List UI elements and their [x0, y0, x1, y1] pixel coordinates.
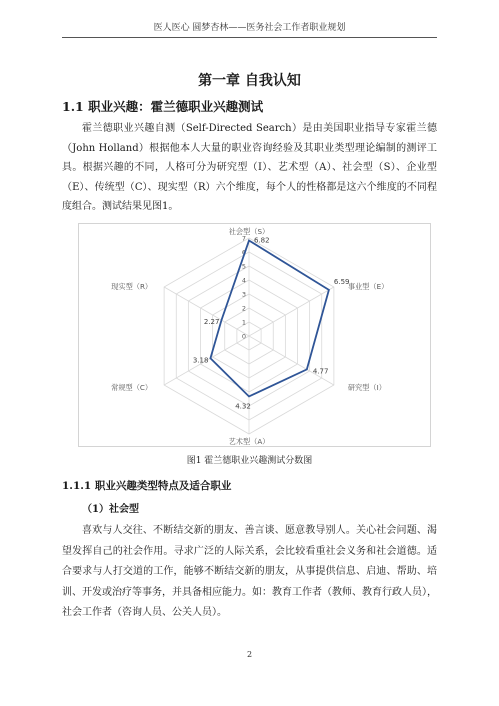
radar-chart-svg: [79, 224, 430, 446]
section-title: 1.1 职业兴趣：霍兰德职业兴趣测试: [62, 99, 264, 114]
radar-category-label: 艺术型（A）: [228, 437, 270, 446]
radar-tick-label: 3: [241, 290, 246, 299]
radar-tick-label: 2: [241, 304, 246, 313]
header-rule: [62, 37, 437, 38]
figure-caption: 图1 霍兰德职业兴趣测试分数图: [186, 456, 313, 466]
radar-value-label: 2.27: [203, 318, 220, 327]
radar-spoke: [164, 287, 249, 336]
radar-tick-label: 1: [241, 318, 246, 327]
radar-value-label: 3.18: [192, 356, 209, 365]
type-paragraph-social: 喜欢与人交往、不断结交新的朋友、善言谈、愿意教导别人。关心社会问题、渴望发挥自己的社会作用。寻求广泛的人际关系，会比较看重社会义务和社会道德。适合要求与人打交道的工作，能够不断结交新的朋友，从事提供信息、启迪、帮助、培训、开发或治疗等事务，并具备相应能力。如：教育工作者（教师、教育行政人员），社会工作者（咨询人员、公关人员）。: [62, 525, 437, 618]
radar-chart: [78, 223, 431, 447]
page-number: 2: [246, 650, 253, 659]
radar-category-label: 社会型（S）: [228, 227, 270, 236]
radar-value-label: 6.82: [254, 236, 270, 245]
radar-tick-label: 5: [241, 262, 246, 271]
radar-value-label: 4.32: [235, 402, 251, 411]
intro-paragraph: 霍兰德职业兴趣自测（Self-Directed Search）是由美国职业指导专家霍兰德（John Holland）根据他本人大量的职业咨询经验及其职业类型理论编制的测评工具。根据兴趣的不同，人格可分为研究型（I）、艺术型（A）、社会型（S）、企业型（E）、传统型（C）、现实型（R）六个维度，每个人的性格都是这六个维度的不同程度组合。测试结果见图1。: [62, 123, 437, 212]
radar-tick-label: 6: [241, 248, 246, 257]
subsection-title: 1.1.1 职业兴趣类型特点及适合职业: [62, 480, 232, 492]
radar-spoke: [249, 336, 334, 385]
radar-category-label: 常规型（C）: [111, 383, 153, 392]
radar-spoke: [249, 287, 334, 336]
radar-category-label: 事业型（E）: [347, 282, 389, 291]
running-header: 医人医心 圆梦杏林——医务社会工作者职业规划: [153, 23, 346, 33]
radar-value-label: 4.77: [312, 367, 329, 376]
radar-category-label: 研究型（I）: [347, 383, 386, 392]
radar-tick-label: 7: [241, 234, 246, 243]
radar-value-label: 6.59: [333, 277, 350, 286]
chapter-title: 第一章 自我认知: [198, 73, 301, 89]
type-heading-social: （1）社会型: [82, 504, 139, 515]
radar-tick-label: 4: [241, 276, 246, 285]
radar-tick-label: 0: [241, 332, 246, 341]
radar-category-label: 现实型（R）: [111, 282, 153, 291]
